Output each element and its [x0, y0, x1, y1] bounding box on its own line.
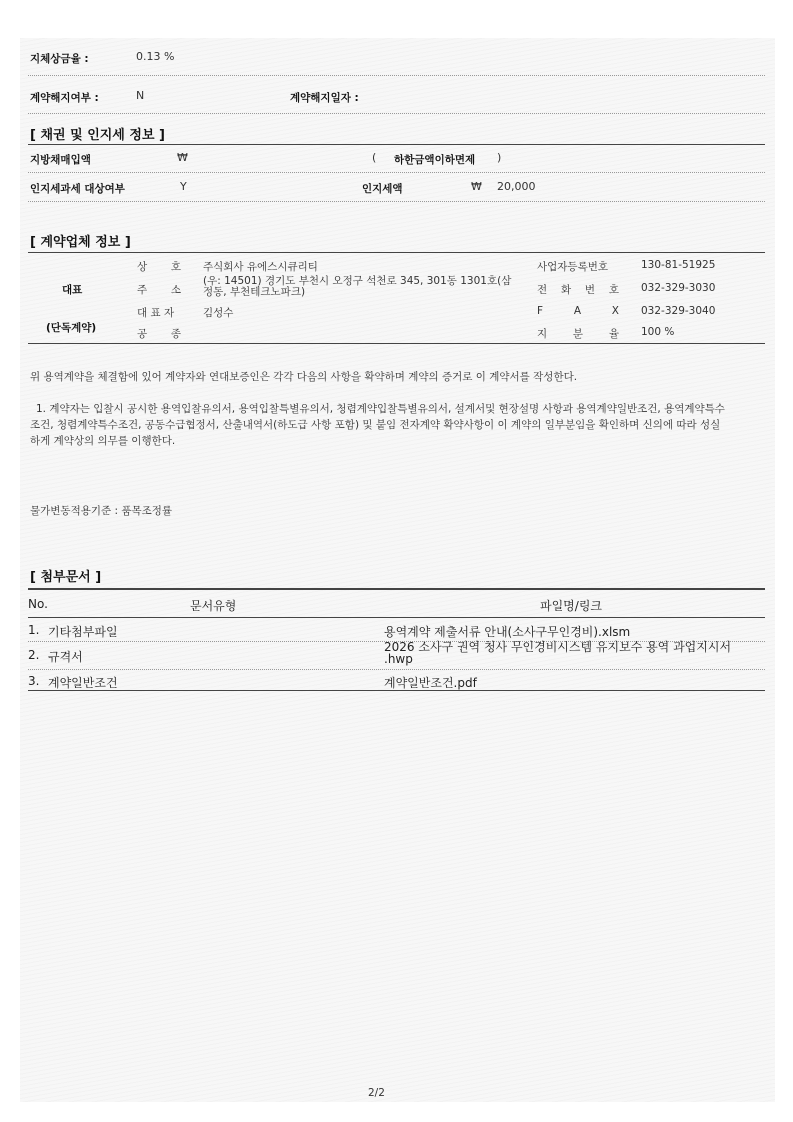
table-bottom-rule: [28, 690, 765, 691]
bizno-value: 130-81-51925: [641, 259, 716, 271]
share-value: 100 %: [641, 326, 675, 338]
row-1-type: 기타첨부파일: [48, 625, 118, 639]
phone-value: 032-329-3030: [641, 282, 716, 294]
table-header-rule: [28, 617, 765, 618]
row-2-no: 2.: [28, 648, 40, 662]
row-2-file-line-1: 2026 소사구 권역 청사 무인경비시스템 유지보수 용역 과업지시서: [384, 640, 732, 654]
escalation-rate-value: 0.13 %: [136, 50, 175, 63]
divider: [28, 172, 765, 173]
termination-label: 계약해지여부 :: [30, 92, 99, 104]
stamp-tax-amount-value: 20,000: [497, 180, 536, 193]
paren-close: ): [497, 151, 502, 164]
divider: [28, 75, 765, 76]
address-value: [203, 276, 511, 298]
address-line-2: 정동, 부천테크노파크): [203, 286, 306, 298]
stamp-tax-currency: ₩: [471, 180, 482, 193]
termination-date-label: 계약해지일자 :: [290, 92, 359, 104]
table-top-rule: [28, 588, 765, 590]
trade-name-value: 주식회사 유에스시큐리티: [203, 261, 318, 273]
fax-value: 032-329-3040: [641, 305, 716, 317]
stamp-tax-target-value: Y: [180, 180, 187, 193]
clause-1-line-3: 하게 계약상의 의무를 이행한다.: [30, 435, 176, 447]
bizno-label: 사업자등록번호: [537, 261, 609, 273]
row-2-type: 규격서: [48, 650, 83, 664]
section-rule: [28, 343, 765, 344]
local-bond-label: 지방채매입액: [30, 154, 91, 166]
intro-text: 위 용역계약을 체결함에 있어 계약자와 연대보증인은 각각 다음의 사항을 확약하며 계약의 증거로 이 계약서를 작성한다.: [30, 371, 578, 383]
clause-1-line-2: 조건, 청렴계약특수조건, 공동수급협정서, 산출내역서(하도급 사항 포함) 및 붙임 전자계약 확약사항이 이 계약의 일부분임을 확인하며 신의에 따라 성실: [30, 419, 721, 431]
attachments-section-title: [ 첨부문서 ]: [30, 570, 102, 585]
row-1-file-link[interactable]: 용역계약 제출서류 안내(소사구무인경비).xlsm: [384, 625, 631, 639]
section-rule: [28, 144, 765, 145]
divider: [28, 201, 765, 202]
divider: [28, 113, 765, 114]
row-2-file-line-2: .hwp: [384, 652, 413, 666]
document-sheet: [20, 38, 775, 1102]
page-number: 2/2: [368, 1087, 385, 1099]
price-adjust-text: 물가변동적용기준 : 품목조정률: [30, 505, 173, 517]
address-line-1: (우: 14501) 경기도 부천시 오정구 석천로 345, 301동 1301호(삼: [203, 275, 512, 287]
stamp-tax-amount-label: 인지세액: [362, 183, 403, 195]
row-3-no: 3.: [28, 674, 40, 688]
col-header-type: 문서유형: [190, 599, 237, 613]
rep-label: 대표: [62, 284, 83, 296]
stamp-tax-target-label: 인지세과세 대상여부: [30, 183, 125, 195]
row-3-file-link[interactable]: 계약일반조건.pdf: [384, 676, 477, 690]
ceo-value: 김성수: [203, 307, 234, 319]
clause-1-line-1: 1. 계약자는 입찰시 공시한 용역입찰유의서, 용역입찰특별유의서, 청렴계약입찰특별유의서, 설계서및 현장설명 사항과 용역계약일반조건, 용역계약특수: [36, 403, 725, 415]
row-3-type: 계약일반조건: [48, 676, 118, 690]
section-rule: [28, 252, 765, 253]
clause-1: [30, 401, 770, 449]
row-divider: [28, 669, 765, 670]
local-bond-currency: ₩: [177, 151, 188, 164]
trade-name-label: 상 호: [137, 261, 181, 273]
supply-label: 공 종: [137, 328, 181, 340]
col-header-no: No.: [28, 597, 48, 611]
share-label: 지 분 율: [537, 328, 619, 340]
single-contract-label: (단독계약): [46, 322, 97, 334]
termination-value: N: [136, 89, 145, 102]
row-1-no: 1.: [28, 623, 40, 637]
paren-open: (: [372, 151, 377, 164]
phone-label: 전 화 번 호: [537, 284, 619, 296]
bond-section-title: [ 채권 및 인지세 정보 ]: [30, 128, 165, 143]
exempt-label: 하한금액이하면제: [394, 154, 476, 166]
ceo-label: 대 표 자: [137, 307, 175, 319]
escalation-rate-label: 지체상금율 :: [30, 53, 89, 65]
row-2-file-link[interactable]: [384, 641, 731, 665]
address-label: 주 소: [137, 284, 181, 296]
fax-label: F A X: [537, 305, 619, 317]
col-header-file: 파일명/링크: [540, 599, 603, 613]
contractor-section-title: [ 계약업체 정보 ]: [30, 235, 131, 250]
